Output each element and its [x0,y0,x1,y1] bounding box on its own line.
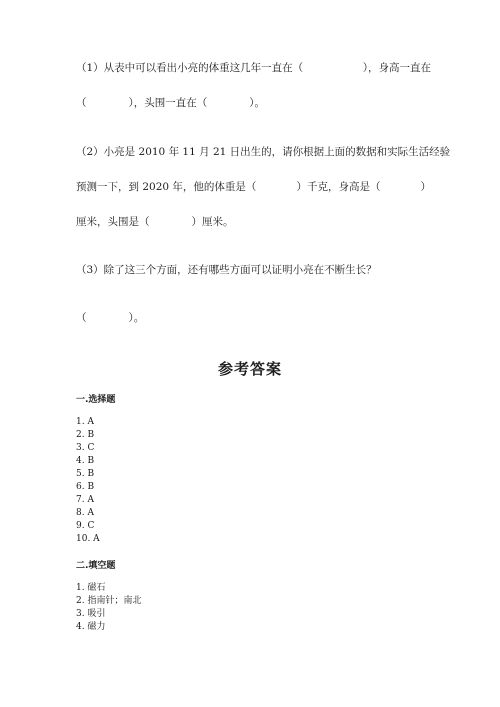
section-2-title: 二.填空题 [76,561,116,571]
question-3-line-2 [76,311,431,325]
list-item: 4. 磁力 [76,622,106,632]
list-item: 1. 磁石 [76,583,106,593]
question-2-line-3 [76,215,431,229]
section-1-title: 一.选择题 [76,395,116,405]
question-3-line-1 [76,263,431,277]
list-item: 3. 吸引 [76,609,106,619]
list-item: 2. B [76,430,95,440]
list-item: 3. C [76,443,95,453]
list-item: 4. B [76,456,95,466]
question-2-text-a: （2）小亮是 2010 年 11 月 21 日出生的，请你根据上面的数据和实际生活经验 [76,146,451,158]
list-item: 8. A [76,508,94,518]
list-item: 9. C [76,521,95,531]
list-item: 1. A [76,417,94,427]
question-2-text-c: ）千克，身高是（ [296,181,381,193]
question-1-text-a: （1）从表中可以看出小亮的体重这几年一直在（ [76,62,304,74]
question-2-line-2 [76,180,431,194]
question-2-text-d: ） [420,181,431,193]
section-2-list [76,582,141,634]
list-item: 10. A [76,534,100,544]
list-item: 5. B [76,469,95,479]
question-1-text-b: ），身高一直在 [362,62,431,74]
list-item: 7. A [76,495,94,505]
list-item: 6. B [76,482,95,492]
list-item: 2. 指南针；南北 [76,596,142,606]
question-2-text-e: 厘米，头围是（ ）厘米。 [76,216,234,228]
question-3-text-b: （ ）。 [76,312,145,324]
answer-key-title: 参考答案 [217,360,282,378]
question-1-line-1 [76,61,431,75]
question-1-text-c: （ ），头围一直在（ ）。 [76,97,265,109]
question-3-text-a: （3）除了这三个方面，还有哪些方面可以证明小亮在不断生长？ [76,264,377,276]
section-1-list [76,416,100,546]
question-1-line-2 [76,96,431,110]
question-2-line-1 [76,145,451,159]
question-2-text-b: 预测一下，到 2020 年，他的体重是（ [76,181,257,193]
